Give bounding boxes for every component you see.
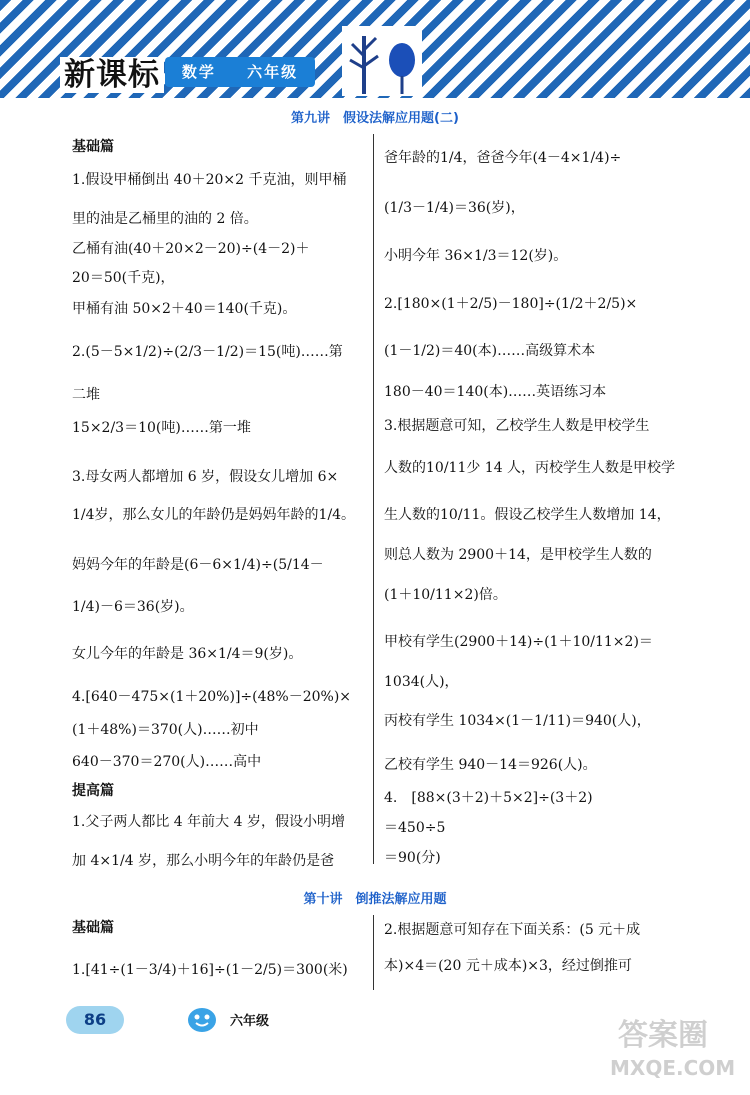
text-line: (1＋10/11×2)倍。 (384, 587, 507, 603)
text-line: (1－1/2)＝40(本)……高级算术本 (384, 343, 596, 359)
text-line: (1/3－1/4)＝36(岁)， (384, 200, 525, 216)
column-divider (373, 915, 374, 990)
text-line: 2.根据题意可知存在下面关系：(5 元＋成 (384, 922, 641, 938)
text-line: 本)×4＝(20 元＋成本)×3，经过倒推可 (384, 958, 632, 974)
text-line: 180－40＝140(本)……英语练习本 (384, 384, 607, 400)
text-line: 乙校有学生 940－14＝926(人)。 (384, 757, 597, 773)
basic-heading: 基础篇 (72, 139, 114, 155)
text-line: 甲校有学生(2900＋14)÷(1＋10/11×2)＝ (384, 634, 653, 650)
footer-grade: 六年级 (230, 1014, 270, 1029)
text-line: 生人数的10/11。假设乙校学生人数增加 14， (384, 507, 671, 523)
text-line: 1.父子两人都比 4 年前大 4 岁，假设小明增 (72, 814, 345, 830)
text-line: 爸年龄的1/4，爸爸今年(4－4×1/4)÷ (384, 150, 622, 166)
text-line: 丙校有学生 1034×(1－1/11)＝940(人)， (384, 713, 651, 729)
text-line: 15×2/3＝10(吨)……第一堆 (72, 420, 251, 436)
text-line: 3.母女两人都增加 6 岁，假设女儿增加 6× (72, 469, 339, 485)
watermark-url: MXQE.COM (610, 1056, 736, 1080)
text-line: 1034(人)， (384, 674, 459, 690)
advanced-heading: 提高篇 (72, 783, 114, 799)
text-line: (1＋48%)＝370(人)……初中 (72, 722, 259, 738)
text-line: 640－370＝270(人)……高中 (72, 754, 262, 770)
column-divider (373, 134, 374, 864)
text-line: ＝90(分) (384, 850, 441, 866)
watermark-logo: 答案圈 (618, 1018, 708, 1053)
text-line: 3.根据题意可知，乙校学生人数是甲校学生 (384, 418, 650, 434)
text-line: 女儿今年的年龄是 36×1/4＝9(岁)。 (72, 646, 303, 662)
subject-label: 数学 (181, 63, 216, 81)
grade-label: 六年级 (247, 63, 299, 81)
text-line: 妈妈今年的年龄是(6－6×1/4)÷(5/14－ (72, 557, 324, 573)
tree-icon (342, 26, 422, 96)
text-line: 1/4)－6＝36(岁)。 (72, 599, 194, 615)
text-line: 20＝50(千克)， (72, 270, 175, 286)
mascot-icon (186, 1004, 218, 1034)
brand-title: 新课标 (60, 57, 164, 93)
text-line: 小明今年 36×1/3＝12(岁)。 (384, 248, 568, 264)
text-line: 4. [88×(3＋2)＋5×2]÷(3＋2) (384, 790, 593, 806)
basic-heading: 基础篇 (72, 920, 114, 936)
text-line: 里的油是乙桶里的油的 2 倍。 (72, 211, 258, 227)
text-line: 1/4岁，那么女儿的年龄仍是妈妈年龄的1/4。 (72, 507, 356, 523)
text-line: 4.[640－475×(1＋20%)]÷(48%－20%)× (72, 689, 352, 705)
text-line: 2.(5－5×1/2)÷(2/3－1/2)＝15(吨)……第 (72, 344, 343, 360)
subject-grade-bar (165, 57, 315, 87)
text-line: 加 4×1/4 岁，那么小明今年的年龄仍是爸 (72, 853, 335, 869)
text-line: 1.[41÷(1－3/4)＋16]÷(1－2/5)＝300(米) (72, 962, 348, 978)
lesson10-title: 第十讲 倒推法解应用题 (303, 892, 447, 907)
text-line: 乙桶有油(40＋20×2－20)÷(4－2)＋ (72, 241, 310, 257)
text-line: 1.假设甲桶倒出 40＋20×2 千克油，则甲桶 (72, 172, 347, 188)
text-line: ＝450÷5 (384, 820, 446, 836)
lesson9-title: 第九讲 假设法解应用题(二) (291, 111, 459, 126)
text-line: 甲桶有油 50×2＋40＝140(千克)。 (72, 301, 297, 317)
text-line: 则总人数为 2900＋14，是甲校学生人数的 (384, 547, 652, 563)
page-number: 86 (66, 1006, 124, 1034)
text-line: 2.[180×(1＋2/5)－180]÷(1/2＋2/5)× (384, 296, 638, 312)
text-line: 二堆 (72, 387, 100, 403)
watermark (600, 1010, 740, 1090)
text-line: 人数的10/11少 14 人，丙校学生人数是甲校学 (384, 460, 676, 476)
